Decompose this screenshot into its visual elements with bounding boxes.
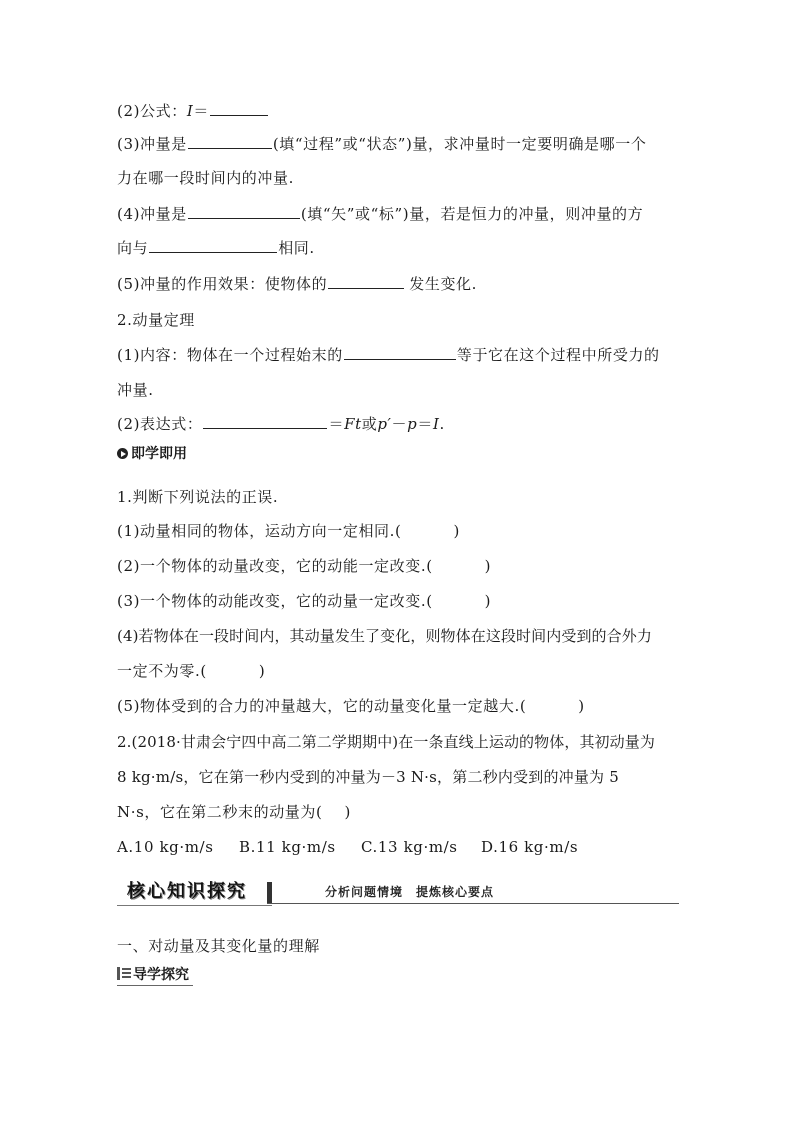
option-d[interactable]: D.16 kg·m/s <box>481 838 579 856</box>
judge-item-4: (4)若物体在一段时间内，其动量发生了变化，则物体在这段时间内受到的合外力 <box>117 627 652 645</box>
answer-blank[interactable] <box>188 204 300 219</box>
judge-question: 1.判断下列说法的正误. <box>117 488 279 506</box>
option-c[interactable]: C.13 kg·m/s <box>361 838 458 856</box>
theorem-expression-line: (2)表达式： ＝Ft或p′－p＝I. <box>117 415 445 433</box>
answer-blank[interactable] <box>203 414 327 429</box>
play-icon <box>117 448 128 459</box>
impulse-effect-line: (5)冲量的作用效果：使物体的 发生变化. <box>117 275 478 293</box>
banner-rule <box>267 903 679 904</box>
judge-item-1: (1)动量相同的物体，运动方向一定相同.( ) <box>117 522 460 540</box>
banner-subtitle: 分析问题情境 提炼核心要点 <box>325 885 495 899</box>
banner-bar <box>267 882 272 904</box>
answer-blank[interactable] <box>328 274 404 289</box>
option-a[interactable]: A.10 kg·m/s <box>117 838 214 856</box>
explore-heading: 导学探究 <box>117 966 189 984</box>
section-banner <box>117 880 679 906</box>
impulse-vector-line: (4)冲量是 (填“矢”或“标”)量，若是恒力的冲量，则冲量的方 <box>117 205 644 223</box>
banner-title: 核心知识探究 <box>127 881 247 902</box>
judge-item-4-cont: 一定不为零.( ) <box>117 662 266 680</box>
impulse-process-line-cont: 力在哪一段时间内的冲量. <box>117 169 294 187</box>
judge-item-5: (5)物体受到的合力的冲量越大，它的动量变化量一定越大.( ) <box>117 697 585 715</box>
impulse-direction-line: 向与 相同. <box>117 239 315 257</box>
judge-item-3: (3)一个物体的动能改变，它的动量一定改变.( ) <box>117 592 492 610</box>
section-subheading: 一、对动量及其变化量的理解 <box>117 937 320 955</box>
practice-heading: 即学即用 <box>117 445 187 463</box>
option-b[interactable]: B.11 kg·m/s <box>239 838 336 856</box>
answer-options <box>117 836 679 858</box>
momentum-question-cont: 8 kg·m/s，它在第一秒内受到的冲量为－3 N·s，第二秒内受到的冲量为 5 <box>117 768 619 786</box>
impulse-process-line: (3)冲量是 (填“过程”或“状态”)量，求冲量时一定要明确是哪一个 <box>117 135 647 153</box>
list-icon <box>117 967 130 980</box>
explore-underline <box>117 985 193 986</box>
answer-blank[interactable] <box>188 134 272 149</box>
momentum-question-end: N·s，它在第二秒末的动量为( ) <box>117 803 351 821</box>
answer-blank[interactable] <box>344 345 456 360</box>
answer-blank[interactable] <box>210 101 268 116</box>
answer-blank[interactable] <box>149 238 277 253</box>
theorem-content-line-cont: 冲量. <box>117 381 154 399</box>
judge-item-2: (2)一个物体的动量改变，它的动能一定改变.( ) <box>117 557 492 575</box>
theorem-heading: 2.动量定理 <box>117 311 195 329</box>
formula-line: (2)公式：I＝ <box>117 100 679 122</box>
momentum-question: 2.(2018·甘肃会宁四中高二第二学期期中)在一条直线上运动的物体，其初动量为 <box>117 733 655 751</box>
theorem-content-line: (1)内容：物体在一个过程始末的 等于它在这个过程中所受力的 <box>117 346 660 364</box>
banner-underline <box>117 905 272 906</box>
